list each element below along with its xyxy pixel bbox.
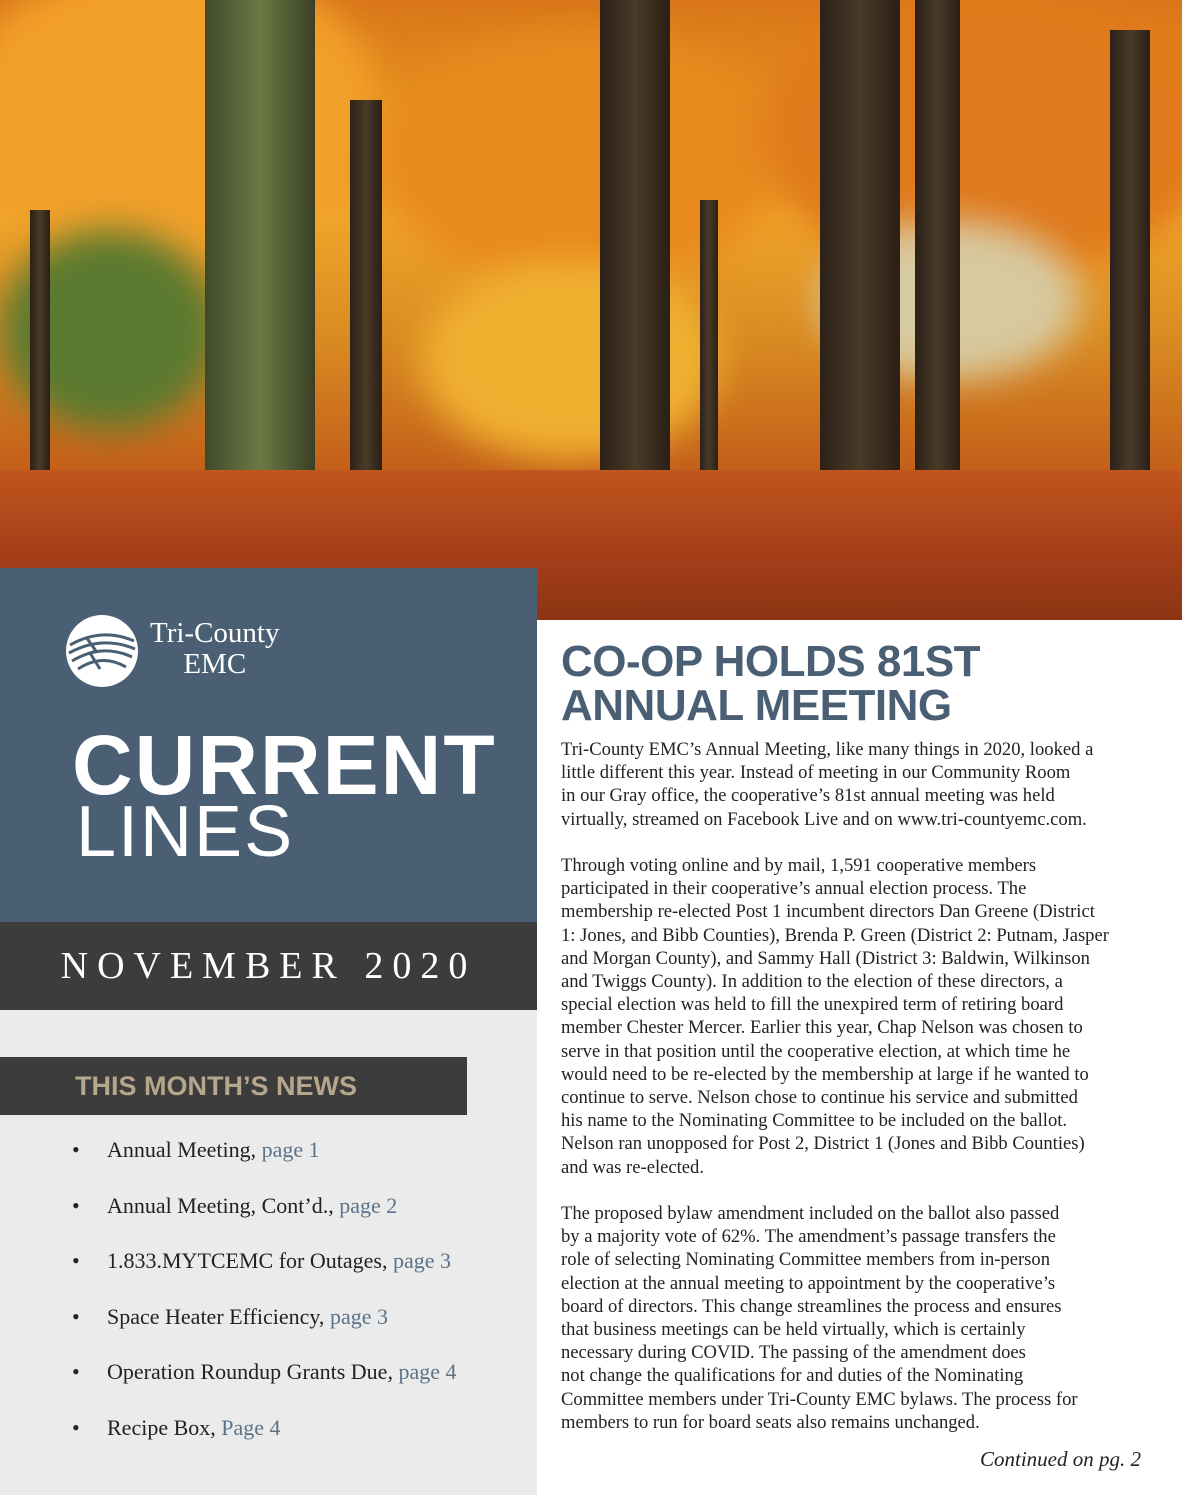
news-item: [72, 1302, 456, 1358]
paragraph-line: would need to be re-elected by the membership at large if he wanted to: [561, 1063, 1089, 1085]
paragraph-line: Through voting online and by mail, 1,591 cooperative members: [561, 855, 1037, 876]
paragraph-line: little different this year. Instead of meeting in our Community Room: [561, 762, 1071, 784]
brand-name-line2: EMC: [183, 648, 247, 680]
masthead-title-lines: LINES: [76, 792, 295, 872]
paragraph-line: by a majority vote of 62%. The amendment’s passage transfers the: [561, 1226, 1056, 1248]
paragraph-line: and Morgan County), and Sammy Hall (District 3: Baldwin, Wilkinson: [561, 947, 1090, 969]
paragraph-line: continue to serve. Nelson chose to continue his service and submitted: [561, 1087, 1078, 1109]
issue-date: NOVEMBER 2020: [0, 922, 537, 1010]
paragraph-line: not change the qualifications for and duties of the Nominating: [561, 1365, 1024, 1387]
article-headline: [561, 637, 1161, 730]
news-item: [72, 1413, 456, 1469]
news-item-label: Annual Meeting, Cont’d.,: [107, 1192, 340, 1218]
news-item: [72, 1246, 456, 1302]
brand-name-line1: Tri-County: [150, 617, 280, 649]
paragraph-line: and Twiggs County). In addition to the election of these directors, a: [561, 971, 1063, 993]
paragraph-line: special election was held to fill the unexpired term of retiring board: [561, 994, 1064, 1016]
news-item-label: Space Heater Efficiency,: [107, 1303, 330, 1329]
news-item-label: Operation Roundup Grants Due,: [107, 1359, 399, 1384]
news-item-label: 1.833.MYTCEMC for Outages,: [107, 1248, 393, 1273]
paragraph-line: election at the annual meeting to appointment by the cooperative’s: [561, 1272, 1056, 1294]
paragraph-line: Committee members under Tri-County EMC bylaws. The process for: [561, 1388, 1078, 1410]
paragraph-line: participated in their cooperative’s annual election process. The: [561, 878, 1027, 900]
headline-line: ANNUAL MEETING: [561, 681, 952, 730]
news-item: [72, 1135, 456, 1191]
news-list: [72, 1135, 456, 1468]
paragraph-line: in our Gray office, the cooperative’s 81st annual meeting was held: [561, 785, 1055, 807]
paragraph-line: board of directors. This change streamlines the process and ensures: [561, 1295, 1062, 1317]
news-item-page-link[interactable]: page 3: [329, 1303, 388, 1329]
masthead-title-current: CURRENT: [72, 718, 497, 812]
news-item-page-link[interactable]: Page 4: [221, 1414, 281, 1440]
bullet-icon: •: [72, 1248, 80, 1273]
masthead-panel: [0, 568, 537, 922]
article-paragraph: [561, 738, 1161, 831]
cover-photo-autumn-forest: [0, 0, 1182, 620]
news-item-label: Annual Meeting,: [107, 1137, 262, 1162]
bullet-icon: •: [72, 1303, 80, 1329]
paragraph-line: Nelson ran unopposed for Post 2, District 1 (Jones and Bibb Counties): [561, 1133, 1085, 1155]
paragraph-line: member Chester Mercer. Earlier this year, Chap Nelson was chosen to: [561, 1017, 1083, 1039]
continued-note: Continued on pg. 2: [980, 1447, 1141, 1471]
news-item: [72, 1191, 456, 1247]
bullet-icon: •: [72, 1137, 80, 1162]
paragraph-line: his name to the Nominating Committee to be included on the ballot.: [561, 1110, 1068, 1132]
news-item-label: Recipe Box,: [107, 1414, 222, 1440]
article: [561, 637, 1161, 1457]
paragraph-line: Tri-County EMC’s Annual Meeting, like many things in 2020, looked a: [561, 739, 1094, 760]
paragraph-line: membership re-elected Post 1 incumbent directors Dan Greene (District: [561, 901, 1095, 923]
paragraph-line: necessary during COVID. The passing of the amendment does: [561, 1342, 1026, 1364]
news-item-page-link[interactable]: page 3: [392, 1248, 452, 1273]
headline-line: CO-OP HOLDS 81ST: [561, 637, 981, 686]
article-body: [561, 738, 1161, 1434]
paragraph-line: virtually, streamed on Facebook Live and on www.tri-countyemc.com.: [561, 808, 1087, 830]
news-item-page-link[interactable]: page 4: [398, 1359, 457, 1384]
paragraph-line: The proposed bylaw amendment included on the ballot also passed: [561, 1203, 1060, 1225]
paragraph-line: members to run for board seats also remains unchanged.: [561, 1411, 980, 1433]
news-item-page-link[interactable]: page 2: [339, 1192, 398, 1218]
paragraph-line: 1: Jones, and Bibb Counties), Brenda P. Green (District 2: Putnam, Jasper: [561, 924, 1109, 946]
bullet-icon: •: [72, 1192, 80, 1218]
news-item-page-link[interactable]: page 1: [261, 1137, 320, 1162]
paragraph-line: serve in that position until the cooperative election, at which time he: [561, 1040, 1071, 1062]
paragraph-line: role of selecting Nominating Committee members from in-person: [561, 1249, 1051, 1271]
article-paragraph: [561, 854, 1161, 1179]
news-heading: THIS MONTH’S NEWS: [0, 1057, 467, 1115]
logo-emblem-icon: [66, 615, 138, 687]
tri-county-emc-logo: [66, 615, 279, 687]
bullet-icon: •: [72, 1359, 80, 1384]
this-months-news-panel: [0, 1010, 537, 1495]
news-item: [72, 1357, 456, 1413]
paragraph-line: that business meetings can be held virtually, which is certainly: [561, 1319, 1026, 1341]
article-paragraph: [561, 1202, 1161, 1434]
paragraph-line: and was re-elected.: [561, 1156, 704, 1178]
bullet-icon: •: [72, 1414, 80, 1440]
